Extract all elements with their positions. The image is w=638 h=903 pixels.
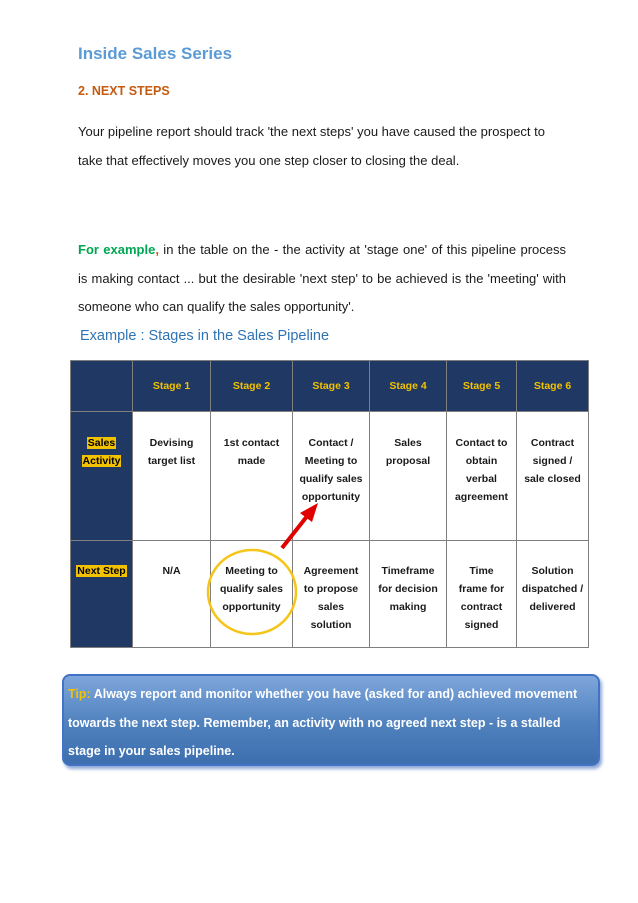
table-row-next-step — [71, 541, 589, 648]
table-cell: Time frame for contract signed — [447, 541, 517, 648]
example-paragraph — [78, 236, 566, 322]
row-label-next-step: Next Step — [71, 541, 133, 648]
section-title: 2. NEXT STEPS — [78, 84, 170, 98]
table-cell: N/A — [133, 541, 211, 648]
tip-box — [62, 674, 600, 766]
table-cell: Meeting to qualify sales opportunity — [211, 541, 293, 648]
header-stage: Stage 4 — [370, 361, 447, 412]
example-lead: For example, — [78, 242, 159, 257]
header-stage: Stage 6 — [517, 361, 589, 412]
sales-pipeline-table — [70, 360, 589, 648]
table-cell: Agreement to propose sales solution — [293, 541, 370, 648]
header-stage: Stage 5 — [447, 361, 517, 412]
table-cell: Contact to obtain verbal agreement — [447, 412, 517, 541]
table-cell: Sales proposal — [370, 412, 447, 541]
series-title: Inside Sales Series — [78, 44, 233, 63]
example-text: in the table on the - the activity at 'stage one' of this pipeline process is making contact ... but the desirable 'next step' to be achieved is the 'meeting' with someone who can qualify the sales opportunity'. — [78, 242, 566, 314]
table-row-sales-activity — [71, 412, 589, 541]
header-stage: Stage 3 — [293, 361, 370, 412]
intro-paragraph: Your pipeline report should track 'the next steps' you have caused the prospect to take that effectively moves you one step closer to closing the deal. — [78, 124, 545, 168]
table-cell: Timeframe for decision making — [370, 541, 447, 648]
tip-text: Tip: Always report and monitor whether you have (asked for and) achieved movement towards the next step. Remember, an activity with no agreed next step - is a stalled stage in your sales pipeline. — [68, 687, 578, 758]
table-cell: Contact / Meeting to qualify sales opportunity — [293, 412, 370, 541]
table-cell: Solution dispatched / delivered — [517, 541, 589, 648]
table-header-row — [71, 361, 589, 412]
header-stage: Stage 2 — [211, 361, 293, 412]
row-label-sales-activity: Sales Activity — [71, 412, 133, 541]
table-cell: Contract signed / sale closed — [517, 412, 589, 541]
table-cell: Devising target list — [133, 412, 211, 541]
table-caption: Example : Stages in the Sales Pipeline — [80, 328, 330, 344]
table-cell: 1st contact made — [211, 412, 293, 541]
header-stage: Stage 1 — [133, 361, 211, 412]
header-corner — [71, 361, 133, 412]
